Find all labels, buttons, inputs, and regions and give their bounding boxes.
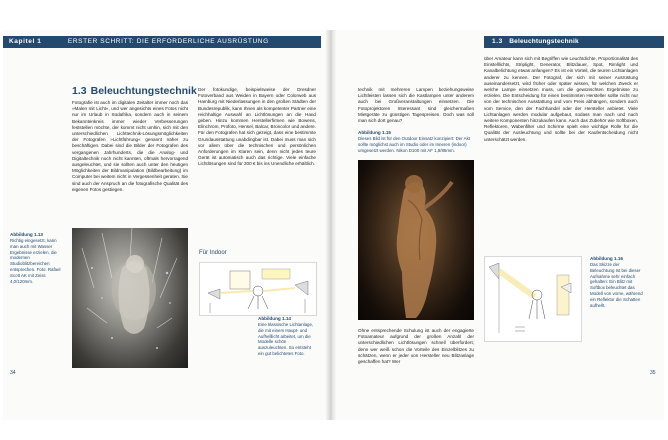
right-col1-top-paragraph: technik mit mehreren Lampen beziehungsweise Lichtleisten lassen sich die Kastlampen unter anderem auch bei Großveranstaltungen einsetzen. Die Fotoprojektoren Interessant sind gleichermaßen Mietgeräte zu günstigen Tagespreisen. Doch was soll man sich dort genau? [358, 87, 474, 124]
figure-2-sketch [199, 262, 317, 316]
water-splash-figure [72, 228, 188, 368]
figure-4-sketch [484, 256, 582, 342]
figure-3-photo [358, 160, 474, 320]
figure-4-title: Abbildung 1.16 [590, 256, 623, 261]
section-number: 1.3 [72, 85, 87, 97]
right-col1-bottom-paragraph: Ohne entsprechende Schulung ist auch der engagierte Fotoamateur aufgrund der großen Anzahl der unterschiedlichen Lichtlösungen schnell überfordert, denn wer weiß schon die Vorteile des Einzelblitzes zu schätzen, wenn er jeder von Hersteller neu Blitzanlage geschaffen hat? Wer [358, 328, 474, 365]
right-header-title: Beleuchtungstechnik [509, 38, 579, 45]
figure-1-caption [10, 232, 66, 284]
figure-3-text: Dieses Bild ist für den Outdoor Einsatz konzipiert: Der Akt sollte möglichst auch im Studio oder im Inneren (indoor) umgesetzt werden. Nikon D100 mit AF 1,8/85mm. [358, 136, 471, 153]
section-heading [72, 85, 197, 97]
right-header-number: 1.3 [492, 38, 503, 45]
middle-column-paragraph: Der fotokundige, beispielsweise der Dresdner Fotoverband aus Weiden in Bayern oder Colorweb aus Hamburg mit Niederlassungen in den großen Städten der Bundesrepublik, kann Ihnen als kompetenter Partner eine reichhaltige Auswahl an Lichtlösungen an die Hand geben. Hinzu kommen Herstellerfirmen wie Bowens, Elinchrom, Profoto, Hensel, Balcar, Broncolor und andere. Für den Fotografen hat sich gezeigt, dass eine bestimmte Grundausstattung unabdingbar ist. Dabei muss man sich vor allem über die technischen und persönlichen Anforderungen im Klaren sein, denn nicht jedes teure Gerät ist automatisch auch das richtige. Viele einfache Lichtlösungen sind für 200 € bis ins Unendliche erhältlich. [198, 87, 316, 167]
figure-2-text: Eine klassische Lichtanlage, die mit einem Haupt- und Aufhelllicht arbeitet, um die Modelle schön auszuleuchten. So entsteht ein gut belichtetes Foto. [258, 322, 314, 356]
book-gutter [326, 30, 336, 420]
right-col1-bottom-text [358, 328, 474, 368]
figure-3-title: Abbildung 1.15 [358, 130, 391, 135]
left-page-number: 34 [10, 370, 16, 376]
figure-4-caption [590, 256, 644, 308]
right-col2-text [484, 56, 638, 246]
lighting-sketch-diagram [485, 257, 581, 341]
right-col1-top-text [358, 87, 474, 129]
figure-1-text: Richtig eingesetzt, kann man auch mit Wasser Ergebnisse erzielen, die modernen Studioblitzbereichen entsprechen. Foto: Rafael Scott AK mit Zeiss 4,0/120mm. [10, 238, 61, 284]
intro-text: Fotografie ist auch im digitalen Zeitalter immer noch das »Malen mit Licht«, und wer angesichts eines Fotos nicht nur im Urlaub in Südafrika, sondern auch in seinem Bekanntenkreis immer wieder Verbesserungen feststellen möchte, der kommt nicht umhin, sich mit den unterschiedlichen Lichttechnik-Lösungsmöglichkeiten der Fotografen »Lichtführung« genannt näher zu beschäftigen. Dabei sind die Bilder der Fotografen des vergangenen Jahrhunderts, die die Analog- und Digitaltechnik noch nicht kannten, oftmals hervorragend ausgeleuchtet, und sie sollten auch unter den heutigen Möglichkeiten der Bildmanipulation (Bildbearbeitung) im Computer bei weitem nicht in Vergessenheit geraten. Sie sind auch der Anspruch an die fotografische Qualität des eigenen Fotos gestiegen. [72, 100, 188, 192]
chapter-label: Kapitel 1 [9, 38, 42, 45]
figure-1-photo [72, 228, 188, 368]
chapter-title: ERSTER SCHRITT: DIE ERFORDERLICHE AUSRÜSTUNG [67, 38, 269, 45]
right-running-header [484, 36, 664, 48]
section-title: Beleuchtungstechnik [90, 85, 197, 97]
intro-paragraph [72, 100, 188, 220]
figure-2-title: Abbildung 1.14 [258, 316, 291, 321]
subheading-indoor: Für Indoor [199, 250, 227, 256]
figure-3-caption [358, 130, 474, 153]
figure-4-text: Das Skizze der Beleuchtung Ist bei dieser Aufnahme sehr einfach gehalten: Ein Blitz mit Softbox beleuchtet das Modell von vorne, während ein Reflektor die Schatten aufhellt. [590, 262, 643, 308]
right-col2-paragraph: über Amateur kann sich mit Begriffen wie Leuchtdichte, Proportionalität des Einstelllichts, Striplight, Generator, Blitzdauer, Spot, Rimlight und Kanalbelichtung etwas anfangen? Es ist ein Vorteil, die teuren Lichtanlagen anderer zu kennen. Der Fotograf, der sich mit seiner Ausrüstung auseinandersetzt, wird früher oder später wissen, für welchen Zweck er welche Lampe einsetzen muss, um die gewünschten Ergebnisse zu erzielen. Die Entscheidung für einen bestimmten Hersteller sollte nicht nur von der technischen Ausstattung und vom Preis abhängen, sondern auch vom Service, den der Fachhandel oder der Hersteller anbietet. Viele Lichtanlagen werden modular aufgebaut, sodass man nach und nach weitere Komponenten hinzukaufen kann. Auch das Zubehör wie Softboxen, Reflektoren, Wabenfilter und Schirme spielt eine wichtige Rolle für die Qualität der Ausleuchtung und sollte bei der Kaufentscheidung nicht unterschätzt werden. [484, 56, 638, 142]
left-running-header [3, 36, 321, 48]
right-page-number: 35 [650, 370, 656, 376]
figure-1-title: Abbildung 1.13 [10, 232, 43, 237]
nude-figure-silhouette [358, 160, 474, 320]
lighting-setup-diagram [200, 263, 316, 315]
middle-column-text [198, 87, 316, 247]
figure-2-caption [258, 316, 316, 357]
